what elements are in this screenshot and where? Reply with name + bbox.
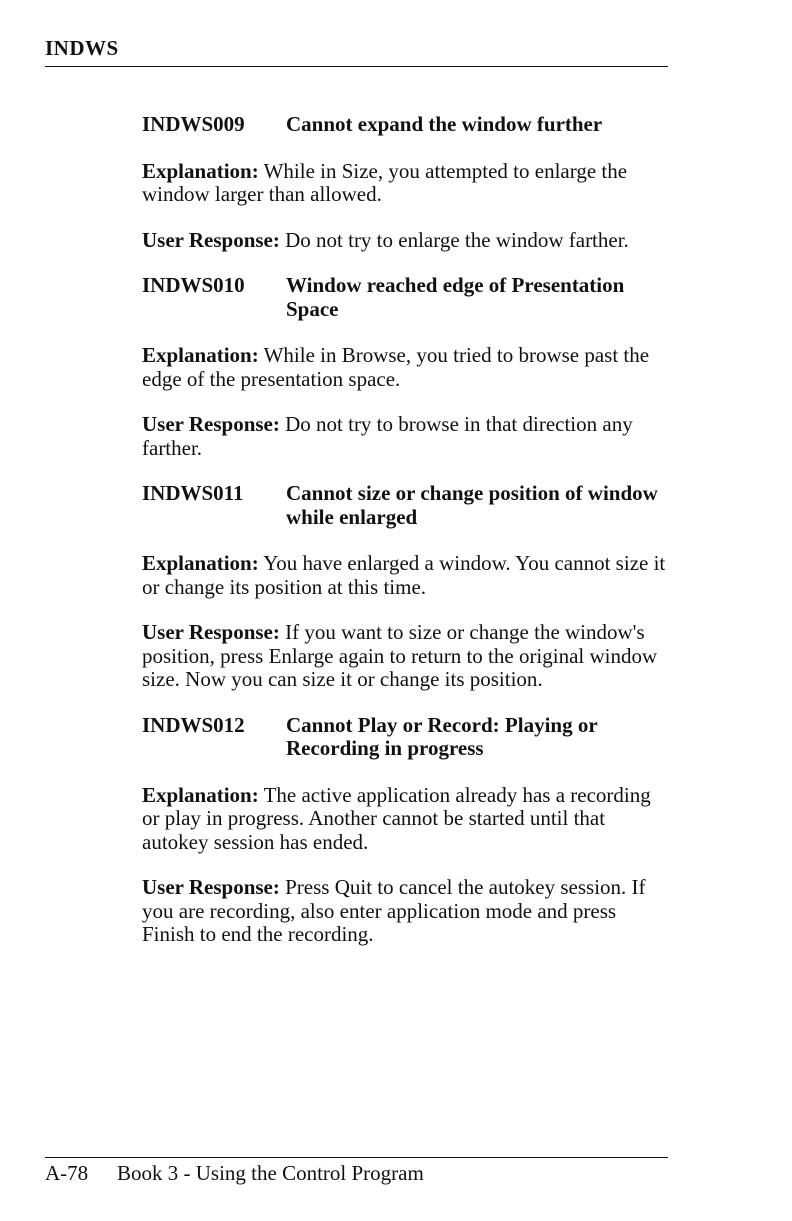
explanation-label: Explanation:: [142, 158, 259, 183]
explanation-label: Explanation:: [142, 343, 259, 367]
user-response-label: User Response:: [142, 620, 280, 644]
user-response-text: Do not try to enlarge the window farther.: [285, 227, 629, 252]
user-response: [142, 876, 672, 947]
message-id: INDWS011: [142, 481, 244, 505]
message-id: INDWS009: [142, 112, 245, 136]
header-rule: [45, 66, 668, 67]
user-response-label: User Response:: [142, 412, 280, 436]
message-heading: [142, 714, 672, 761]
user-response: [142, 229, 672, 253]
explanation-text: While in Size, you attempted to enlarge the window larger than allowed.: [142, 158, 628, 206]
message-title: Cannot size or change position of window while enlarged: [286, 481, 658, 529]
message-id: INDWS010: [142, 273, 245, 297]
explanation: [142, 552, 672, 599]
message-list: [142, 113, 672, 969]
message-heading: [142, 482, 672, 529]
user-response: [142, 621, 672, 692]
explanation: [142, 160, 672, 207]
message-entry: [142, 714, 672, 947]
explanation-label: Explanation:: [142, 782, 259, 807]
explanation-text: You have enlarged a window. You cannot size it or change its position at this time.: [142, 551, 666, 599]
explanation: [142, 784, 672, 855]
message-id: INDWS012: [142, 712, 245, 737]
page-footer: [45, 1161, 424, 1186]
running-head: INDWS: [45, 36, 119, 60]
footer-rule: [45, 1157, 668, 1158]
message-heading: [142, 113, 672, 137]
explanation-text: While in Browse, you tried to browse past the edge of the presentation space.: [142, 343, 650, 391]
user-response: [142, 413, 672, 460]
message-title: Cannot Play or Record: Playing or Recording in progress: [286, 712, 598, 760]
message-entry: [142, 113, 672, 252]
message-entry: [142, 274, 672, 460]
user-response-label: User Response:: [142, 227, 280, 252]
message-entry: [142, 482, 672, 692]
page-number: A-78: [45, 1161, 89, 1185]
user-response-label: User Response:: [142, 875, 280, 899]
explanation-label: Explanation:: [142, 551, 259, 575]
book-title: Book 3 - Using the Control Program: [117, 1161, 424, 1185]
explanation: [142, 344, 672, 391]
message-heading: [142, 274, 672, 321]
message-title: Window reached edge of Presentation Space: [286, 273, 625, 321]
user-response-text: Press Quit to cancel the autokey session. If you are recording, also enter application mode and press Finish to end the recording.: [142, 875, 646, 946]
message-title: Cannot expand the window further: [286, 112, 603, 136]
user-response-text: Do not try to browse in that direction any farther.: [142, 412, 633, 460]
explanation-text: The active application already has a recording or play in progress. Another cannot be started until that autokey session has ended.: [142, 782, 651, 854]
user-response-text: If you want to size or change the window's position, press Enlarge again to return to the original window size. Now you can size it or change its position.: [142, 620, 658, 691]
